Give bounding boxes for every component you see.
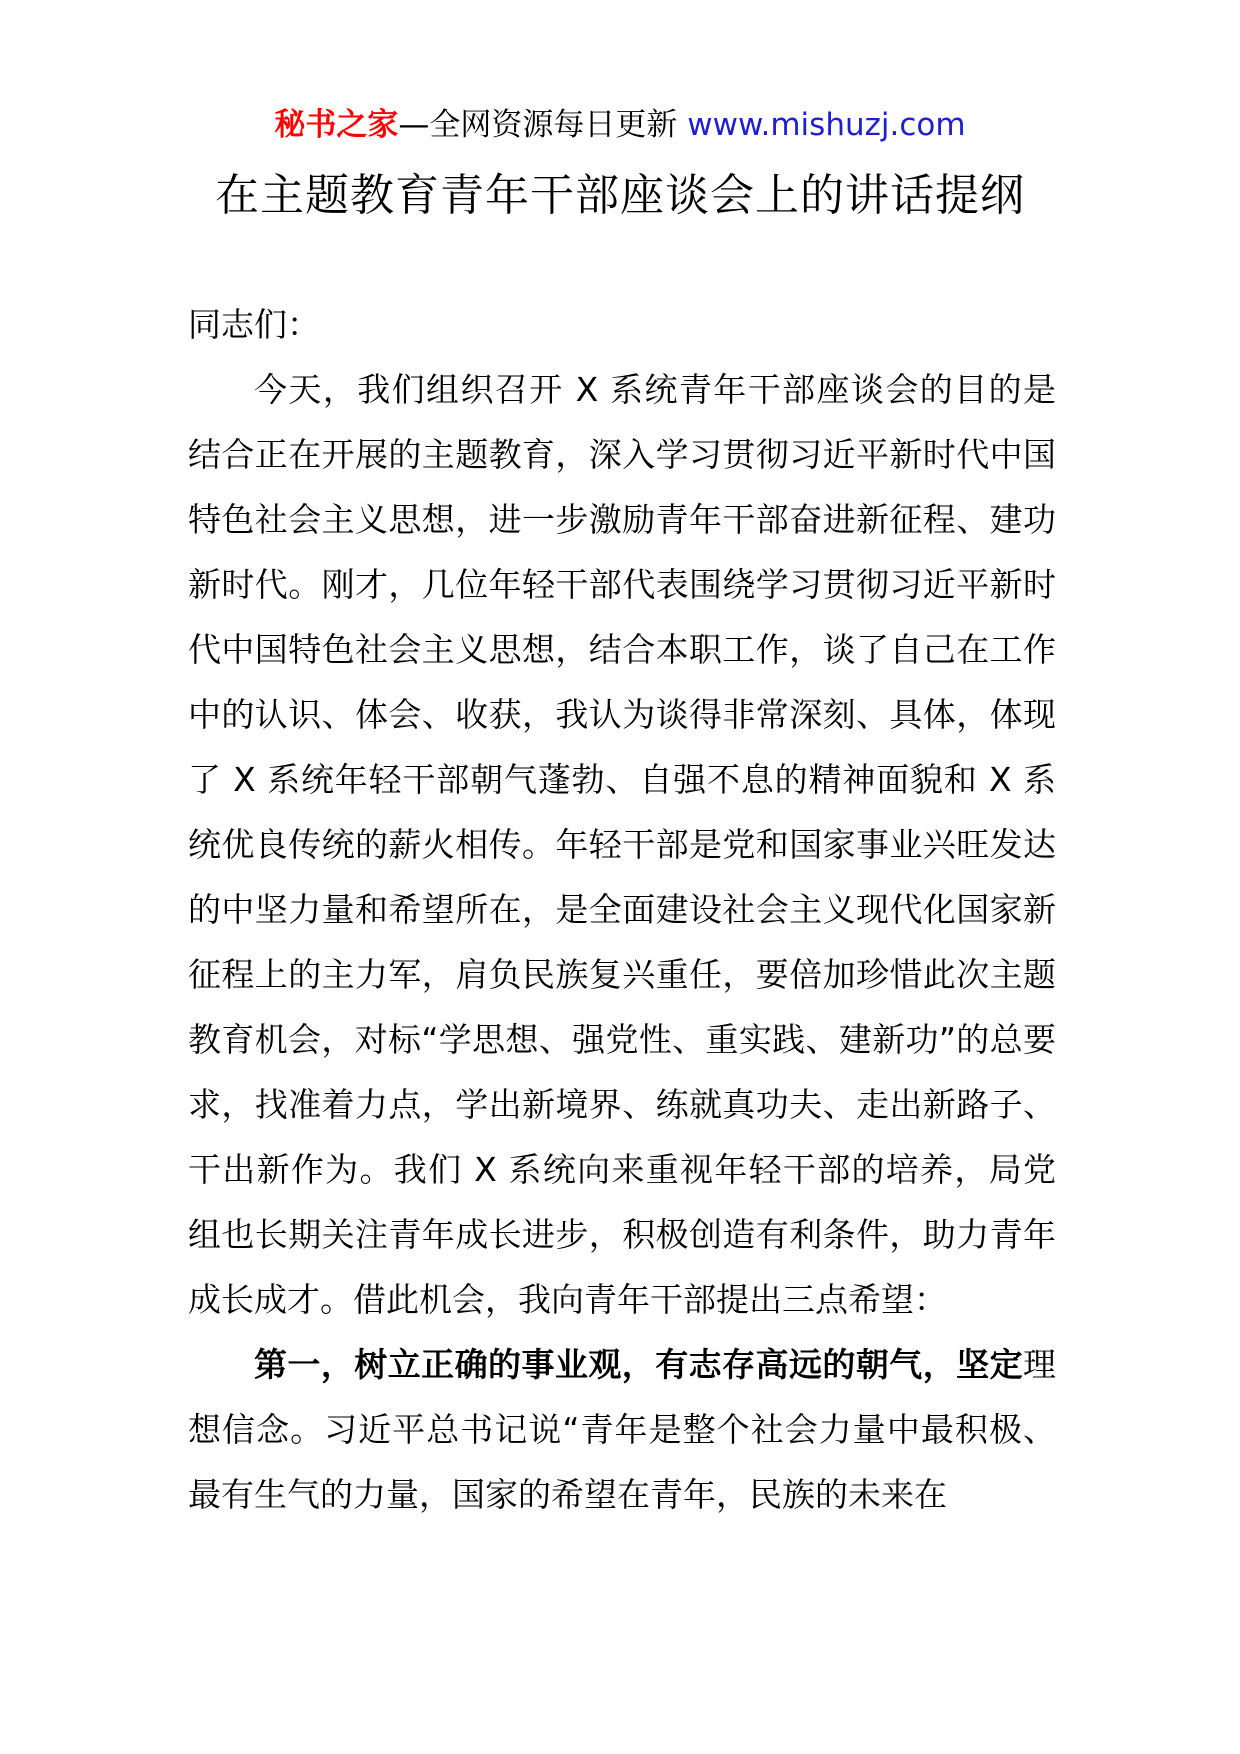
- header-tagline: —全网资源每日更新: [398, 107, 688, 143]
- document-title: 在主题教育青年干部座谈会上的讲话提纲: [215, 170, 1025, 221]
- brand-name: 秘书之家: [274, 107, 399, 143]
- site-url-link[interactable]: www.mishuzj.com: [687, 107, 966, 143]
- document-body: [188, 292, 1056, 1527]
- paragraph-continuation: 理想信念。习近平总书记说“青年是整个社会力量中最积极、最有生气的力量，国家的希望在青年，民族的未来在: [188, 1345, 1056, 1514]
- site-header-banner: [0, 103, 1240, 147]
- paragraph-bold-lead: 第一，树立正确的事业观，有志存高远的朝气，坚定: [254, 1345, 1023, 1384]
- body-paragraph-point-one: [188, 1332, 1056, 1527]
- body-paragraph: 今天，我们组织召开 X 系统青年干部座谈会的目的是结合正在开展的主题教育，深入学习贯彻习近平新时代中国特色社会主义思想，进一步激励青年干部奋进新征程、建功新时代。刚才，几位年轻干部代表围绕学习贯彻习近平新时代中国特色社会主义思想，结合本职工作，谈了自己在工作中的认识、体会、收获，我认为谈得非常深刻、具体，体现了 X 系统年轻干部朝气蓬勃、自强不息的精神面貌和 X 系统优良传统的薪火相传。年轻干部是党和国家事业兴旺发达的中坚力量和希望所在，是全面建设社会主义现代化国家新征程上的主力军，肩负民族复兴重任，要倍加珍惜此次主题教育机会，对标“学思想、强党性、重实践、建新功”的总要求，找准着力点，学出新境界、练就真功夫、走出新路子、干出新作为。我们 X 系统向来重视年轻干部的培养，局党组也长期关注青年成长进步，积极创造有利条件，助力青年成长成才。借此机会，我向青年干部提出三点希望：: [188, 370, 1056, 1319]
- salutation: 同志们：: [188, 305, 320, 344]
